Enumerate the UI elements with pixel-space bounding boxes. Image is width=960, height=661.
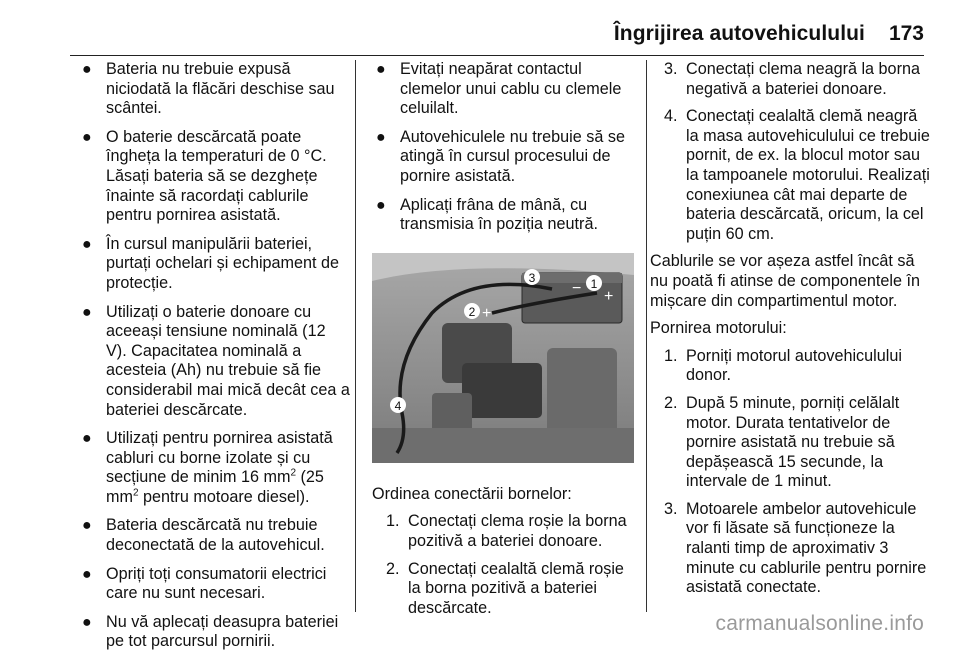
column-1 — [78, 60, 350, 661]
list-item: ● Utilizați o baterie donoare cu aceeași tensiune nominală (12 V). Capacitatea nominală a acesteia (Ah) nu trebuie să fie considerabil mai mică decât cea a bateriei descărcate. — [82, 302, 350, 419]
callout-4 — [390, 397, 406, 413]
column-divider-1 — [355, 60, 356, 612]
engine-start-heading: Pornirea motorului: — [650, 319, 787, 338]
column-3 — [650, 60, 934, 606]
callout-3 — [524, 269, 540, 285]
list-item: ● Opriți toți consumatorii electrici care nu sunt necesari. — [82, 564, 327, 603]
engine-bay-jump-start-illustration — [372, 253, 634, 463]
bullet-icon: ● — [82, 430, 92, 448]
svg-text:4: 4 — [394, 398, 402, 413]
engine-start-steps-list — [650, 347, 934, 598]
bullet-icon: ● — [82, 613, 92, 631]
connection-order-heading: Ordinea conectării bornelor: — [372, 484, 572, 503]
connection-steps-list-continued — [650, 60, 934, 244]
bullet-icon: ● — [376, 61, 386, 78]
list-item: ● O baterie descărcată poate îngheța la temperaturi de 0 °C. Lăsați bateria să se dezghețe înainte să racordați cablurile pentru pornirea asistată. — [82, 127, 327, 225]
cable-routing-paragraph: Cablurile se vor așeza astfel încât să nu poată fi atinse de componentele în mișcare din compartimentul motor. — [650, 252, 920, 310]
bullet-icon: ● — [82, 128, 92, 146]
list-item: 2. Conectați cealaltă clemă roșie la borna pozitivă a bateriei descărcate. — [386, 559, 624, 617]
callout-2 — [464, 303, 480, 319]
column-2 — [372, 60, 634, 626]
minus-sign-icon: − — [572, 279, 582, 297]
page-title: Îngrijirea autovehiculului — [613, 22, 865, 45]
connection-steps-list — [372, 512, 634, 618]
svg-text:1: 1 — [590, 276, 598, 291]
warning-bullet-list — [78, 60, 350, 652]
list-item: ● În cursul manipulării bateriei, purtați ochelari și echipament de protecție. — [82, 234, 340, 292]
list-item: ● Autovehiculele nu trebuie să se atingă în cursul procesului de pornire asistată. — [376, 127, 625, 185]
list-item: ● Nu vă aplecați deasupra bateriei pe tot parcursul pornirii. — [82, 612, 339, 651]
bullet-icon: ● — [82, 517, 92, 535]
page-number: 173 — [888, 22, 924, 45]
list-item: ● Utilizați pentru pornirea asistată cabluri cu borne izolate și cu secțiune de minim 16 $mm^2$ (25 $mm^2$ pentru motoare diesel). — [82, 429, 333, 506]
list-item: ● Evitați neapărat contactul clemelor unui cablu cu clemele celuilalt. — [376, 60, 622, 118]
watermark: carmanualsonline.info — [715, 612, 924, 635]
engine-component — [547, 348, 617, 438]
page-header — [0, 10, 960, 50]
engine-component — [462, 363, 542, 418]
plus-sign-icon: + — [482, 304, 492, 322]
list-item: 1. Porniți motorul autovehiculului donor. — [664, 346, 902, 385]
svg-text:3: 3 — [528, 270, 536, 285]
svg-text:2: 2 — [468, 304, 476, 319]
list-item: ● Bateria descărcată nu trebuie deconectată de la autovehicul. — [82, 516, 325, 555]
callout-1 — [586, 275, 602, 291]
bullet-icon: ● — [82, 303, 92, 321]
list-item: 1. Conectați clema roșie la borna pozitivă a bateriei donoare. — [386, 512, 627, 550]
plus-sign-icon: + — [604, 287, 614, 305]
bullet-icon: ● — [82, 61, 92, 78]
list-item: 2. După 5 minute, porniți celălalt motor. Durata tentativelor de pornire asistată nu trebuie să depășească 15 secunde, la intervale de 1 minut. — [664, 393, 900, 491]
bullet-icon: ● — [82, 235, 92, 253]
list-item: 3. Motoarele ambelor autovehicule vor fi lăsate să funcționeze la ralanti timp de aproximativ 3 minute cu cablurile pentru pornire asistată conectate. — [664, 499, 927, 597]
bullet-icon: ● — [376, 196, 386, 214]
list-item: ● Bateria nu trebuie expusă niciodată la flăcări deschise sau scântei. — [82, 60, 335, 118]
list-item: 3. Conectați clema neagră la borna negativă a bateriei donoare. — [664, 60, 920, 98]
front-grille-area — [372, 428, 634, 463]
list-item: 4. Conectați cealaltă clemă neagră la masa autovehiculului ce trebuie pornit, de ex. la blocul motor sau la tampoanele motorului. Realizați conexiunea cât mai departe de bateria descărcată, oricum, la cel puțin 60 cm. — [664, 107, 930, 243]
bullet-icon: ● — [376, 128, 386, 146]
warning-bullet-list-2 — [372, 60, 634, 235]
header-rule — [70, 55, 924, 56]
list-item: ● Aplicați frâna de mână, cu transmisia în poziția neutră. — [376, 195, 598, 234]
bullet-icon: ● — [82, 565, 92, 583]
column-divider-2 — [646, 60, 647, 612]
